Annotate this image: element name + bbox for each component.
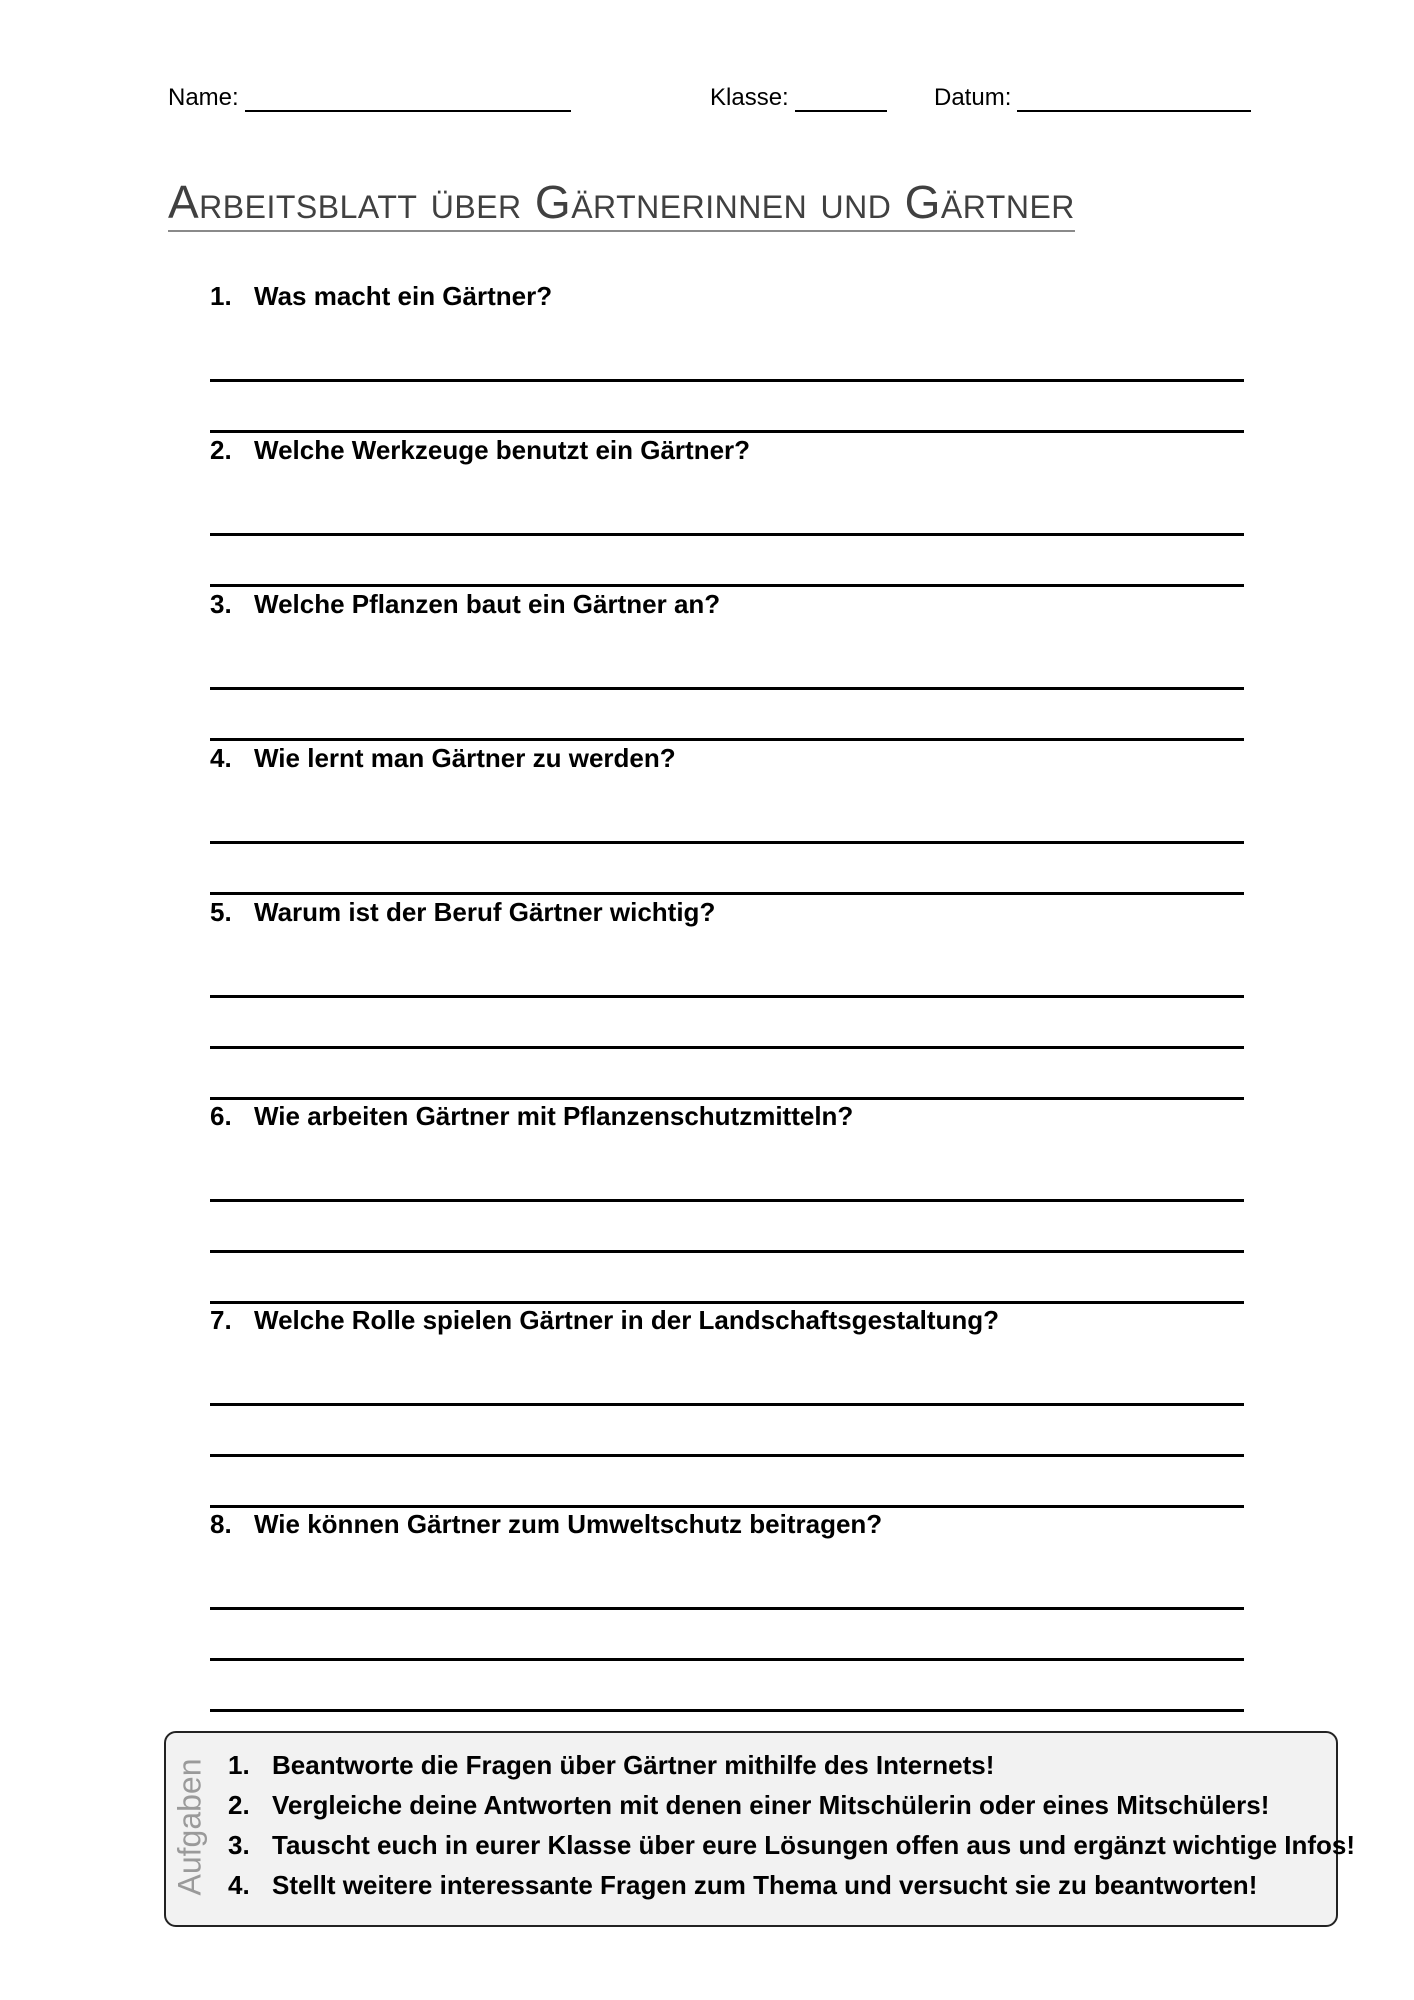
question-7 — [210, 1304, 1244, 1508]
tasks-list — [228, 1745, 1355, 1905]
question-label — [210, 1508, 1244, 1540]
question-4 — [210, 742, 1244, 895]
question-label — [210, 896, 1244, 928]
question-number: 4. — [210, 743, 232, 773]
answer-line[interactable] — [210, 1049, 1244, 1100]
name-label: Name: — [168, 84, 239, 111]
class-blank[interactable] — [795, 88, 887, 112]
answer-line[interactable] — [210, 928, 1244, 998]
question-label — [210, 588, 1244, 620]
question-number: 2. — [210, 435, 232, 465]
class-field — [710, 84, 887, 112]
tasks-side-text: Aufgaben — [171, 1758, 208, 1896]
answer-line[interactable] — [210, 1336, 1244, 1406]
question-number: 7. — [210, 1305, 232, 1335]
task-number: 4. — [228, 1870, 250, 1900]
question-label — [210, 742, 1244, 774]
answer-line[interactable] — [210, 466, 1244, 536]
question-text: Wie arbeiten Gärtner mit Pflanzenschutzmitteln? — [254, 1101, 854, 1131]
question-number: 1. — [210, 281, 232, 311]
task-text: Beantworte die Fragen über Gärtner mithilfe des Internets! — [272, 1750, 995, 1780]
answer-line[interactable] — [210, 844, 1244, 895]
answer-line[interactable] — [210, 1610, 1244, 1661]
page-title: Arbeitsblatt über Gärtnerinnen und Gärtner — [168, 176, 1075, 232]
question-label — [210, 1100, 1244, 1132]
question-text: Welche Werkzeuge benutzt ein Gärtner? — [254, 435, 751, 465]
header — [168, 84, 1258, 114]
name-field — [168, 84, 571, 112]
answer-line[interactable] — [210, 1661, 1244, 1712]
answer-line[interactable] — [210, 690, 1244, 741]
answer-line[interactable] — [210, 382, 1244, 433]
question-1 — [210, 280, 1244, 433]
task-item — [228, 1785, 1355, 1825]
question-6 — [210, 1100, 1244, 1304]
date-blank[interactable] — [1017, 88, 1251, 112]
question-text: Welche Rolle spielen Gärtner in der Landschaftsgestaltung? — [254, 1305, 1000, 1335]
name-blank[interactable] — [245, 88, 571, 112]
question-text: Wie lernt man Gärtner zu werden? — [254, 743, 676, 773]
task-text: Vergleiche deine Antworten mit denen einer Mitschülerin oder eines Mitschülers! — [272, 1790, 1270, 1820]
date-field — [934, 84, 1251, 112]
task-item — [228, 1865, 1355, 1905]
question-label — [210, 434, 1244, 466]
answer-line[interactable] — [210, 536, 1244, 587]
answer-line[interactable] — [210, 774, 1244, 844]
question-label — [210, 280, 1244, 312]
answer-line[interactable] — [210, 312, 1244, 382]
answer-line[interactable] — [210, 1202, 1244, 1253]
answer-line[interactable] — [210, 1457, 1244, 1508]
task-item — [228, 1825, 1355, 1865]
class-label: Klasse: — [710, 84, 789, 111]
task-text: Stellt weitere interessante Fragen zum Thema und versucht sie zu beantworten! — [272, 1870, 1258, 1900]
answer-line[interactable] — [210, 1540, 1244, 1610]
question-text: Wie können Gärtner zum Umweltschutz beitragen? — [254, 1509, 883, 1539]
answer-line[interactable] — [210, 620, 1244, 690]
question-number: 8. — [210, 1509, 232, 1539]
question-label — [210, 1304, 1244, 1336]
question-text: Welche Pflanzen baut ein Gärtner an? — [254, 589, 721, 619]
answer-line[interactable] — [210, 998, 1244, 1049]
task-number: 3. — [228, 1830, 250, 1860]
answer-line[interactable] — [210, 1132, 1244, 1202]
question-3 — [210, 588, 1244, 741]
question-5 — [210, 896, 1244, 1100]
question-8 — [210, 1508, 1244, 1712]
task-number: 2. — [228, 1790, 250, 1820]
question-text: Was macht ein Gärtner? — [254, 281, 553, 311]
question-2 — [210, 434, 1244, 587]
tasks-side-label — [170, 1747, 210, 1907]
task-text: Tauscht euch in eurer Klasse über eure Lösungen offen aus und ergänzt wichtige Infos! — [272, 1830, 1356, 1860]
task-item — [228, 1745, 1355, 1785]
question-number: 5. — [210, 897, 232, 927]
question-text: Warum ist der Beruf Gärtner wichtig? — [254, 897, 716, 927]
answer-line[interactable] — [210, 1406, 1244, 1457]
answer-line[interactable] — [210, 1253, 1244, 1304]
date-label: Datum: — [934, 84, 1012, 111]
question-number: 3. — [210, 589, 232, 619]
tasks-box — [164, 1731, 1356, 1927]
task-number: 1. — [228, 1750, 250, 1780]
question-number: 6. — [210, 1101, 232, 1131]
